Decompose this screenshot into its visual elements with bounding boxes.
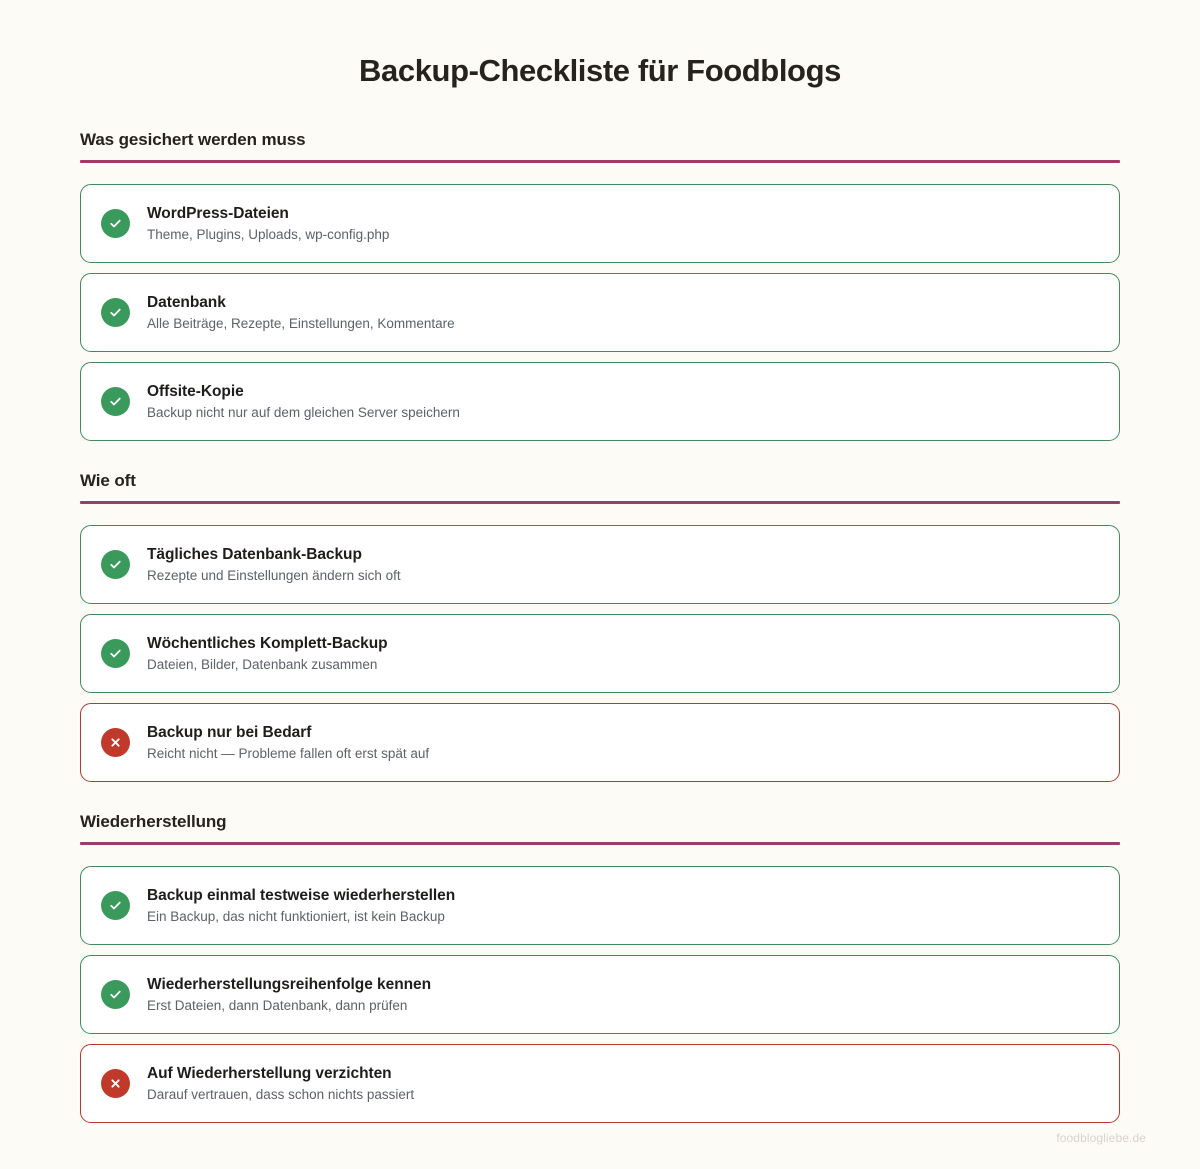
checklist-item[interactable] [80,362,1120,441]
checklist-item-text [147,204,389,244]
check-icon [101,891,130,920]
checklist-section [80,471,1120,782]
checklist-item[interactable] [80,703,1120,782]
checklist-section [80,812,1120,1123]
checklist-item-title: Tägliches Datenbank-Backup [147,545,362,563]
checklist-item-title: Wöchentliches Komplett-Backup [147,634,388,652]
section-heading: Wiederherstellung [80,812,227,831]
checklist-item-subtitle: Backup nicht nur auf dem gleichen Server speichern [147,404,460,420]
check-icon [101,550,130,579]
checklist-item-subtitle: Erst Dateien, dann Datenbank, dann prüfen [147,997,408,1013]
section-divider [80,501,1120,504]
section-heading: Was gesichert werden muss [80,130,306,149]
checklist-item[interactable] [80,1044,1120,1123]
cross-icon [101,728,130,757]
section-heading: Wie oft [80,471,136,490]
check-icon [101,387,130,416]
cross-icon [101,1069,130,1098]
check-icon [101,639,130,668]
checklist-item-subtitle: Darauf vertrauen, dass schon nichts passiert [147,1086,415,1102]
checklist-item-text [147,545,401,585]
checklist-content [0,130,1200,1123]
checklist-item-title: Wiederherstellungsreihenfolge kennen [147,975,432,993]
checklist-item[interactable] [80,273,1120,352]
checklist-items [80,525,1120,782]
checklist-item[interactable] [80,184,1120,263]
checklist-items [80,866,1120,1123]
checklist-item-subtitle: Alle Beiträge, Rezepte, Einstellungen, Kommentare [147,315,455,331]
checklist-item[interactable] [80,525,1120,604]
checklist-item-title: Auf Wiederherstellung verzichten [147,1064,392,1082]
checklist-item-subtitle: Reicht nicht — Probleme fallen oft erst spät auf [147,745,430,761]
checklist-item-text [147,975,431,1015]
checklist-item-text [147,886,455,926]
checklist-item-title: Backup nur bei Bedarf [147,723,312,741]
checklist-item-text [147,723,429,763]
checklist-item-subtitle: Ein Backup, das nicht funktioniert, ist kein Backup [147,908,445,924]
check-icon [101,298,130,327]
checklist-item[interactable] [80,866,1120,945]
checklist-item-text [147,634,388,674]
checklist-item-title: Datenbank [147,293,226,311]
checklist-item[interactable] [80,955,1120,1034]
checklist-item-title: WordPress-Dateien [147,204,289,222]
checklist-item-text [147,1064,414,1104]
checklist-item-text [147,382,460,422]
section-divider [80,842,1120,845]
checklist-item-subtitle: Dateien, Bilder, Datenbank zusammen [147,656,378,672]
check-icon [101,980,130,1009]
checklist-item-title: Offsite-Kopie [147,382,244,400]
checklist-item-text [147,293,455,333]
footer-brand: foodblogliebe.de [1056,1131,1146,1145]
checklist-item-subtitle: Rezepte und Einstellungen ändern sich oft [147,567,401,583]
check-icon [101,209,130,238]
checklist-items [80,184,1120,441]
checklist-section [80,130,1120,441]
section-divider [80,160,1120,163]
checklist-item-title: Backup einmal testweise wiederherstellen [147,886,456,904]
checklist-item[interactable] [80,614,1120,693]
page-title: Backup-Checkliste für Foodblogs [359,53,841,88]
checklist-item-subtitle: Theme, Plugins, Uploads, wp-config.php [147,226,390,242]
